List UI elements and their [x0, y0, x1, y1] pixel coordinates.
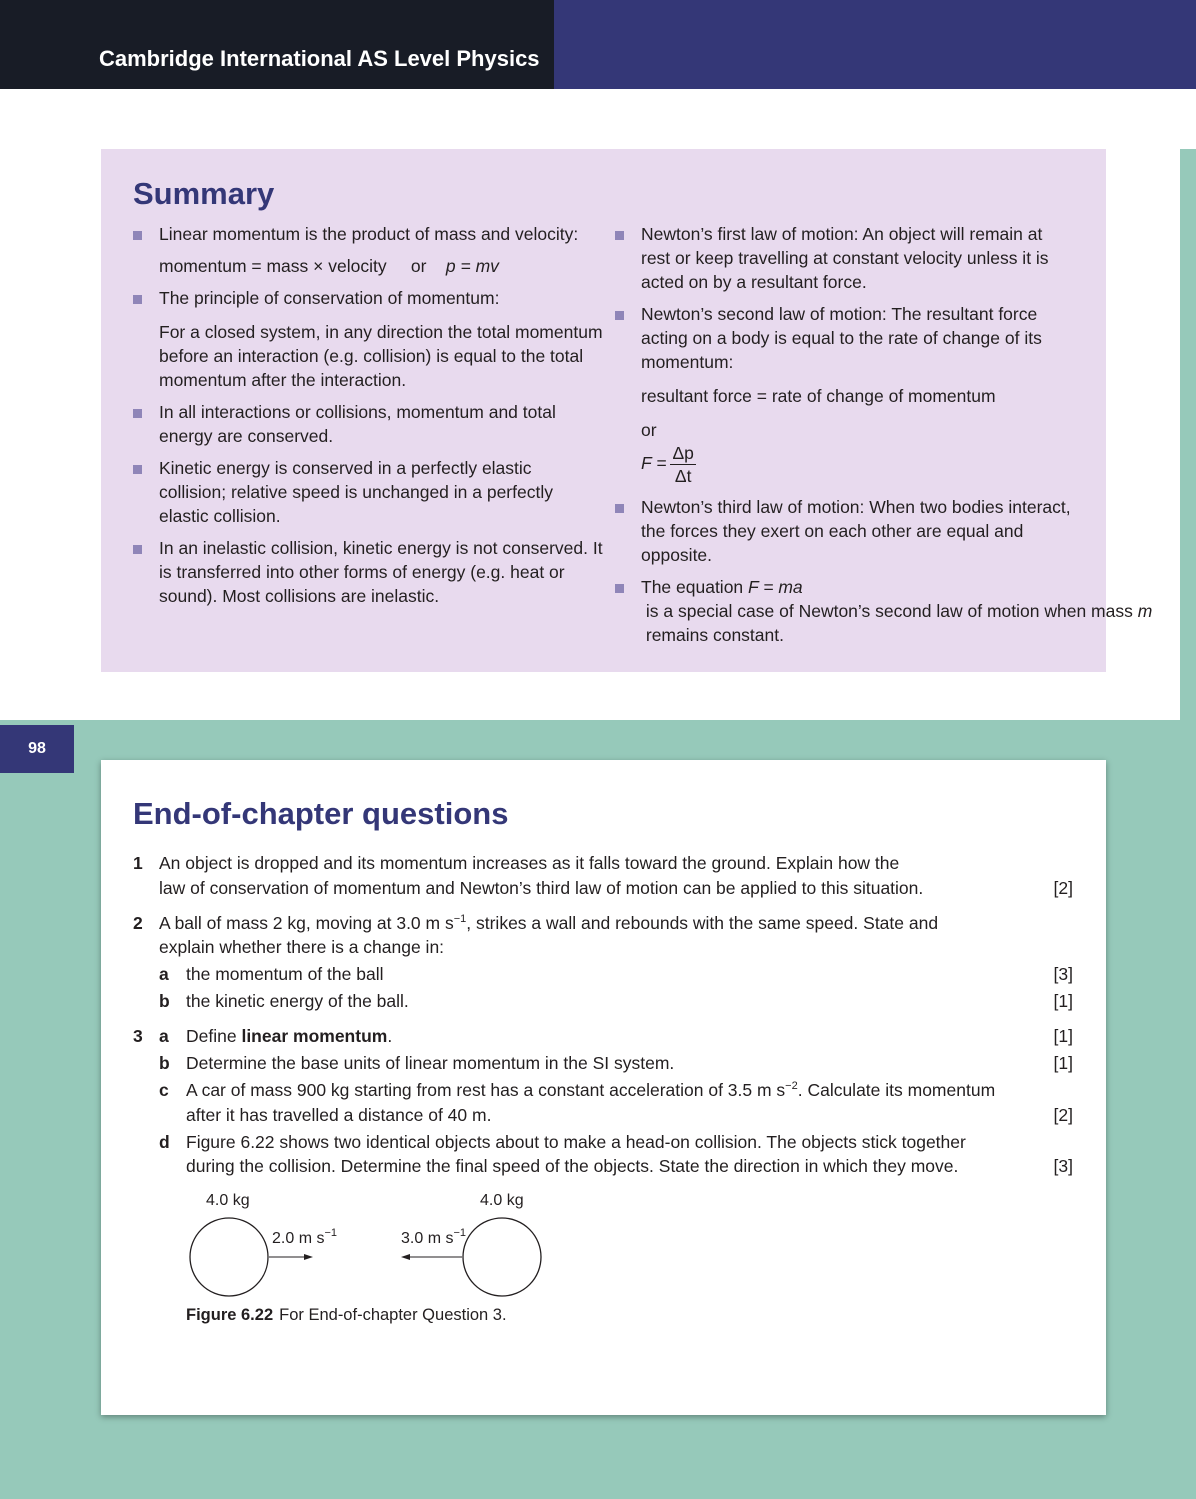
marks: [1] [1053, 1026, 1073, 1046]
question-text [159, 911, 938, 935]
bullet-square-icon [615, 584, 624, 593]
summary-point [615, 222, 1075, 294]
part-label: b [159, 991, 170, 1011]
bullet-square-icon [615, 311, 624, 320]
equation-symbolic: p = mv [445, 256, 499, 276]
summary-text: Newton’s second law of motion: The resultant force acting on a body is equal to the rate of change of its momentum: [641, 304, 1042, 372]
summary-point [615, 302, 1075, 487]
marks: [3] [1053, 1156, 1073, 1176]
question-text: Figure 6.22 shows two identical objects about to make a head-on collision. The objects stick together [186, 1132, 966, 1152]
header-blue-band [554, 0, 1196, 89]
text-run: Define [186, 1026, 242, 1046]
summary-left-column [133, 222, 603, 616]
bullet-square-icon [615, 504, 624, 513]
question-text [186, 1078, 995, 1102]
part-label: b [159, 1053, 170, 1073]
summary-text: For a closed system, in any direction the total momentum before an interaction (e.g. collision) is equal to the total momentum after the interaction. [159, 322, 603, 390]
part-label: a [159, 1026, 169, 1046]
summary-point [133, 286, 603, 392]
summary-text: Kinetic energy is conserved in a perfectly elastic collision; relative speed is unchanged in a perfectly elastic collision. [159, 458, 553, 526]
collision-diagram [180, 1210, 560, 1305]
marks: [3] [1053, 964, 1073, 984]
question-text [186, 1024, 392, 1048]
summary-text: In all interactions or collisions, momentum and total energy are conserved. [159, 402, 556, 446]
summary-text: resultant force = rate of change of momentum [641, 386, 996, 406]
summary-point [615, 575, 1153, 647]
mass-label-right: 4.0 kg [480, 1192, 524, 1209]
header-dark-band [0, 0, 554, 89]
marks: [2] [1053, 1105, 1073, 1125]
equation-words: momentum = mass × velocity or [159, 256, 446, 276]
object-left-circle [190, 1218, 268, 1296]
question-text: after it has travelled a distance of 40 m. [186, 1105, 492, 1125]
newton-second-law-formula [641, 442, 1075, 487]
part-label: a [159, 964, 169, 984]
summary-text: Linear momentum is the product of mass and velocity: [159, 224, 579, 244]
text-run: remains constant. [641, 625, 784, 645]
text-run: is a special case of Newton’s second law of motion when mass [641, 601, 1138, 621]
text-run: 2.0 m s [272, 1230, 325, 1247]
summary-text: Newton’s first law of motion: An object will remain at rest or keep travelling at constant velocity unless it is acted on by a resultant force. [641, 224, 1049, 292]
summary-text: Newton’s third law of motion: When two bodies interact, the forces they exert on each other are equal and opposite. [641, 497, 1071, 565]
part-label: c [159, 1080, 169, 1100]
superscript: −1 [453, 913, 467, 925]
side-strip [1180, 149, 1196, 720]
text-italic: m [1137, 601, 1153, 621]
formula-denominator: Δt [674, 466, 692, 486]
page-number: 98 [0, 725, 74, 773]
summary-point [615, 495, 1075, 567]
questions-title: End-of-chapter questions [133, 796, 509, 831]
caption-label: Figure 6.22 [186, 1306, 274, 1324]
formula-fraction [670, 442, 695, 487]
text-run: . Calculate its momentum [797, 1080, 996, 1100]
text-run: A ball of mass 2 kg, moving at 3.0 m s [159, 913, 454, 933]
momentum-equation [159, 254, 603, 278]
summary-point [133, 536, 603, 608]
marks: [1] [1053, 1053, 1073, 1073]
marks: [1] [1053, 991, 1073, 1011]
text-run: . [387, 1026, 393, 1046]
bullet-square-icon [133, 545, 142, 554]
superscript: −2 [785, 1080, 798, 1092]
summary-point [133, 456, 603, 528]
question-text: the momentum of the ball [186, 964, 384, 984]
part-label: d [159, 1132, 170, 1152]
summary-right-column [615, 222, 1153, 655]
text-run: A car of mass 900 kg starting from rest has a constant acceleration of 3.5 m s [186, 1080, 786, 1100]
question-text: An object is dropped and its momentum increases as it falls toward the ground. Explain how the [159, 853, 900, 873]
text-run: 3.0 m s [401, 1230, 454, 1247]
text-run: The equation [641, 577, 749, 597]
summary-point [133, 222, 603, 278]
summary-title: Summary [133, 176, 275, 211]
arrow-right-icon [269, 1254, 313, 1260]
object-right-circle [463, 1218, 541, 1296]
summary-text [641, 575, 1153, 647]
bullet-square-icon [133, 295, 142, 304]
formula-lhs: F = [641, 453, 667, 474]
summary-text: In an inelastic collision, kinetic energy is not conserved. It is transferred into other forms of energy (e.g. heat or sound). Most collisions are inelastic. [159, 538, 603, 606]
superscript: −1 [324, 1227, 338, 1239]
mass-label-left: 4.0 kg [206, 1192, 250, 1209]
summary-point [133, 400, 603, 448]
text-italic: F = ma [748, 577, 803, 597]
question-text: explain whether there is a change in: [159, 937, 445, 957]
summary-text: or [641, 420, 657, 440]
marks: [2] [1053, 878, 1073, 898]
question-number: 1 [133, 853, 143, 873]
arrow-left-icon [401, 1254, 462, 1260]
question-text: during the collision. Determine the final speed of the objects. State the direction in which they move. [186, 1156, 959, 1176]
question-number: 3 [133, 1026, 143, 1046]
text-bold: linear momentum [241, 1026, 388, 1046]
summary-text: The principle of conservation of momentum: [159, 288, 500, 308]
bullet-square-icon [133, 465, 142, 474]
question-number: 2 [133, 913, 143, 933]
question-text: the kinetic energy of the ball. [186, 991, 409, 1011]
bullet-square-icon [133, 409, 142, 418]
text-run: , strikes a wall and rebounds with the same speed. State and [466, 913, 939, 933]
figure-caption [186, 1306, 507, 1325]
question-text: law of conservation of momentum and Newton’s third law of motion can be applied to this situation. [159, 878, 924, 898]
superscript: −1 [453, 1227, 467, 1239]
question-text: Determine the base units of linear momentum in the SI system. [186, 1053, 675, 1073]
bullet-square-icon [615, 231, 624, 240]
bullet-square-icon [133, 231, 142, 240]
book-title: Cambridge International AS Level Physics [99, 46, 540, 71]
caption-text: For End-of-chapter Question 3. [279, 1306, 507, 1324]
formula-numerator: Δp [672, 443, 694, 463]
